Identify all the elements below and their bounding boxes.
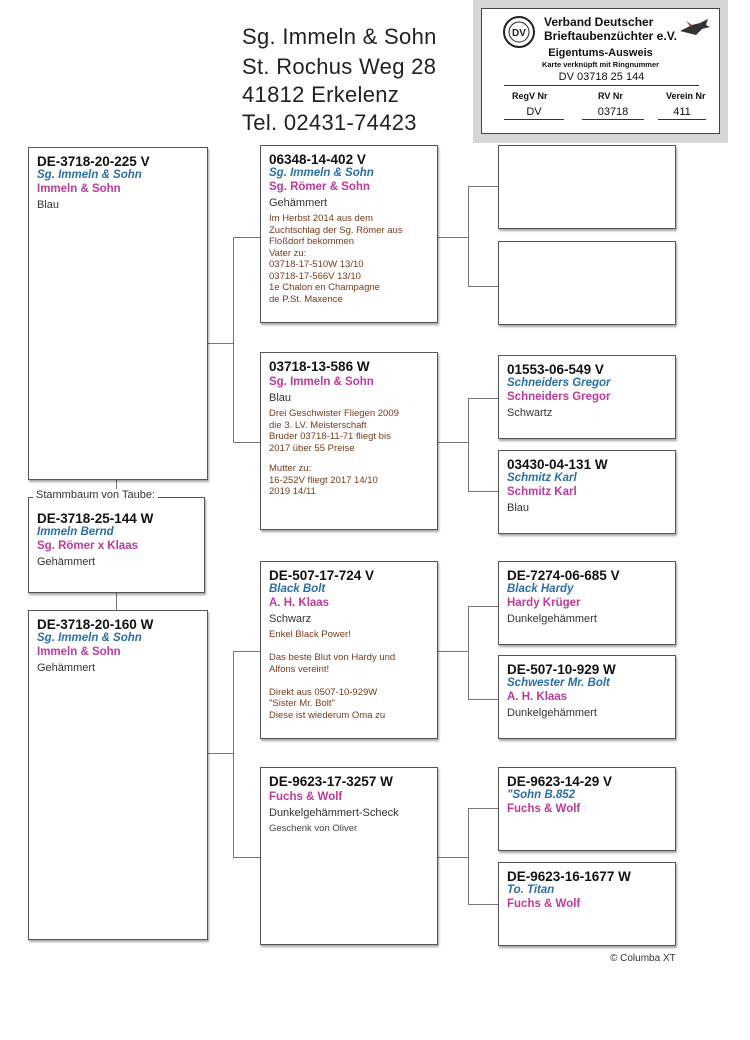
pigeon-card-father-father[interactable] [260,145,438,323]
pigeon-name: Schwester Mr. Bolt [507,677,610,689]
pigeon-card-empty[interactable] [498,241,676,325]
pigeon-card-mother-father[interactable] [260,561,438,739]
pigeon-name: Sg. Immeln & Sohn [37,632,142,644]
pigeon-note-offspring: Mutter zu: 16-252V fliegt 2017 14/10 2019 14/11 [269,463,378,497]
ring-number: DE-9623-17-3257 W [269,774,393,789]
card-col2-label: RV Nr [598,91,623,101]
pigeon-icon [678,17,712,39]
pigeon-color: Gehämmert [37,662,96,674]
card-col1-label: RegV Nr [512,91,548,101]
ring-number: 03430-04-131 W [507,457,608,472]
ring-number: DE-3718-25-144 W [37,511,154,526]
pigeon-card-mmf[interactable] [498,767,676,851]
card-col2-value: 03718 [582,106,644,120]
pigeon-name: "Sohn B.852 [507,789,576,801]
connector [438,442,468,443]
ring-number: DE-507-17-724 V [269,568,375,583]
connector [468,186,469,286]
pigeon-color: Dunkelgehämmert [507,707,597,719]
pigeon-name: Black Hardy [507,583,574,595]
pigeon-color: Schwartz [507,407,553,419]
pigeon-name: Schmitz Karl [507,472,577,484]
connector [233,237,234,442]
connector [468,398,498,399]
pigeon-note: Geschenk von Oliver [269,823,358,834]
pigeon-name: Immeln Bernd [37,526,114,538]
header-city: 41812 Erkelenz [242,82,400,107]
pigeon-color: Gehämmert [37,556,96,568]
pedigree-caption: Stammbaum von Taube: [33,489,158,501]
pigeon-card-empty[interactable] [498,145,676,229]
association-logo-icon [502,15,536,49]
pigeon-color: Dunkelgehämmert-Scheck [269,807,399,819]
ring-number: DE-3718-20-225 V [37,154,150,169]
connector [468,699,498,700]
pigeon-note: Drei Geschwister Fliegen 2009 die 3. LV. Meisterschaft Bruder 03718-11-71 fliegt bis 2017 über 55 Preise [269,408,399,454]
connector [468,186,498,187]
svg-text:DV: DV [512,28,526,39]
ring-number: DE-9623-16-1677 W [507,869,631,884]
ownership-card [473,0,728,143]
breeder-name: Sg. Römer & Sohn [269,181,370,193]
connector [468,606,469,699]
card-col3-label: Verein Nr [666,91,706,101]
connector [438,857,468,858]
pigeon-color: Blau [37,199,60,211]
pigeon-note: Enkel Black Power! Das beste Blut von Hardy und Alfons vereint! Direkt aus 0507-10-929W "Sister Mr. Bolt" Diese ist wiederum Oma zu [269,629,396,721]
card-org-line2: Brieftaubenzüchter e.V. [544,29,677,43]
connector [233,651,234,857]
header-street: St. Rochus Weg 28 [242,54,437,79]
connector [468,398,469,491]
pigeon-card-mmm[interactable] [498,862,676,946]
connector [468,808,498,809]
breeder-name: Immeln & Sohn [37,646,121,658]
ring-number: DE-507-10-929 W [507,662,616,677]
pigeon-card-mother-mother[interactable] [260,767,438,945]
breeder-name: A. H. Klaas [269,597,330,609]
connector [233,442,260,443]
breeder-name: Fuchs & Wolf [507,898,581,910]
pigeon-name: Sg. Immeln & Sohn [269,167,374,179]
pigeon-name: Sg. Immeln & Sohn [37,169,142,181]
breeder-name: Schmitz Karl [507,486,577,498]
pigeon-color: Gehämmert [269,197,328,209]
pigeon-card-mff[interactable] [498,561,676,645]
connector [233,857,260,858]
pigeon-card-fmm[interactable] [498,450,676,534]
pigeon-name: Schneiders Gregor [507,377,611,389]
breeder-name: Fuchs & Wolf [269,791,343,803]
connector [438,651,468,652]
card-col3-value: 411 [658,106,706,120]
breeder-name: Hardy Krüger [507,597,581,609]
pigeon-card-fmf[interactable] [498,355,676,439]
pigeon-card-father[interactable] [28,147,208,480]
breeder-name: Immeln & Sohn [37,183,121,195]
pigeon-color: Schwarz [269,613,312,625]
card-org-line1: Verband Deutscher [544,15,654,29]
card-col1-value: DV [504,106,564,120]
ownership-card-inner [481,8,720,134]
breeder-name: A. H. Klaas [507,691,568,703]
pigeon-color: Dunkelgehämmert [507,613,597,625]
pigeon-name: Black Bolt [269,583,326,595]
connector [208,753,234,754]
connector [468,606,498,607]
pigeon-note: Im Herbst 2014 aus dem Zuchtschlag der Sg. Römer aus Floßdorf bekommen Vater zu: 03718-17-510W 13/10 03718-17-566V 13/10 1e Chalon en Champagne de P.St. Maxence [269,213,403,305]
connector [233,651,260,652]
connector [468,904,498,905]
pigeon-name: To. Titan [507,884,555,896]
connector [116,593,117,610]
pigeon-card-subject[interactable] [28,497,205,593]
header-phone: Tel. 02431-74423 [242,110,417,135]
breeder-name: Sg. Römer x Klaas [37,540,138,552]
connector [468,808,469,904]
connector [438,237,468,238]
breeder-name: Schneiders Gregor [507,391,611,403]
breeder-name: Sg. Immeln & Sohn [269,376,374,388]
pigeon-card-father-mother[interactable] [260,352,438,530]
ring-number: DE-7274-06-685 V [507,568,620,583]
connector [233,237,260,238]
ring-number: 03718-13-586 W [269,359,370,374]
card-subtitle: Karte verknüpft mit Ringnummer [541,60,660,69]
card-title: Eigentums-Ausweis [548,47,653,59]
connector [468,286,498,287]
ring-number: DE-3718-20-160 W [37,617,154,632]
breeder-name: Fuchs & Wolf [507,803,581,815]
card-ringnumber: DV 03718 25 144 [504,71,699,86]
pigeon-card-mfm[interactable] [498,655,676,739]
header-name: Sg. Immeln & Sohn [242,24,437,49]
pigeon-card-mother[interactable] [28,610,208,940]
ring-number: DE-9623-14-29 V [507,774,613,789]
ring-number: 01553-06-549 V [507,362,604,377]
connector [468,491,498,492]
pigeon-color: Blau [507,502,530,514]
ring-number: 06348-14-402 V [269,152,366,167]
copyright: © Columba XT [610,953,676,964]
pigeon-color: Blau [269,392,292,404]
connector [208,343,234,344]
